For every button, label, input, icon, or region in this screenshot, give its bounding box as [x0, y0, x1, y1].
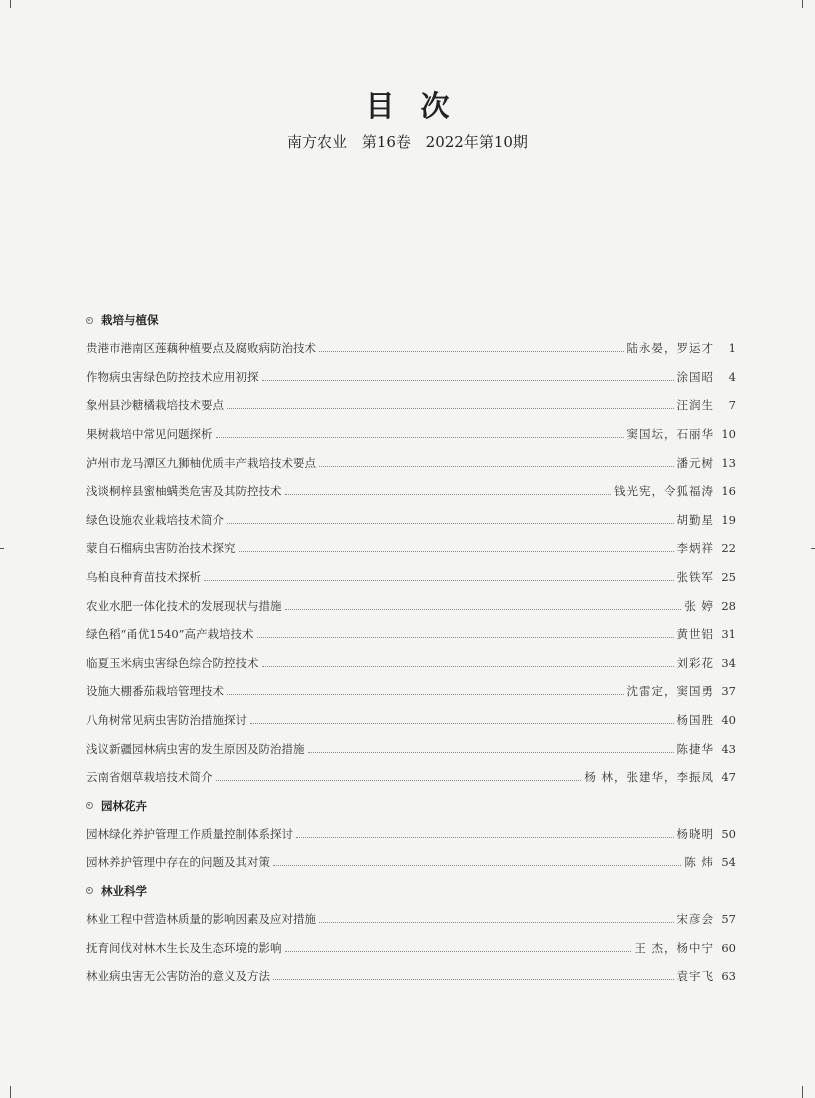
article-authors: 涂国昭 [676, 369, 714, 384]
section-heading [86, 306, 736, 334]
dot-leader [273, 978, 674, 980]
toc-entry[interactable] [86, 706, 736, 735]
section-title: 栽培与植保 [101, 313, 159, 327]
article-authors: 刘彩花 [676, 655, 714, 670]
article-title: 作物病虫害绿色防控技术应用初探 [86, 369, 259, 384]
header [0, 84, 815, 152]
section-title: 园林花卉 [101, 798, 147, 813]
page-number: 54 [721, 855, 736, 870]
page-number: 50 [721, 826, 736, 841]
article-authors: 黄世铝 [676, 627, 714, 642]
article-title: 浅谈桐梓县蜜柚螨类危害及其防控技术 [86, 484, 282, 499]
dot-leader [296, 836, 674, 838]
toc-entry[interactable] [86, 763, 736, 792]
toc-entry[interactable] [86, 649, 736, 678]
article-title: 抚育间伐对林木生长及生态环境的影响 [86, 940, 282, 955]
page-number: 60 [721, 940, 736, 955]
bullet-circle-icon [86, 802, 93, 809]
dot-leader [216, 779, 582, 781]
dot-leader [285, 950, 632, 952]
article-title: 绿色稻“甬优1540”高产栽培技术 [86, 627, 254, 642]
crop-mark-bottom-right [802, 1086, 803, 1098]
toc-entry[interactable] [86, 591, 736, 620]
article-authors: 张 婷 [684, 598, 714, 613]
article-title: 园林绿化养护管理工作质量控制体系探讨 [86, 826, 293, 841]
page-number: 10 [721, 427, 736, 442]
article-authors: 杨晓明 [676, 826, 714, 841]
dot-leader [285, 493, 612, 495]
article-title: 象州县沙糖橘栽培技术要点 [86, 398, 224, 413]
dot-leader [319, 921, 674, 923]
article-title: 蒙自石榴病虫害防治技术探究 [86, 541, 236, 556]
page-number: 34 [721, 655, 736, 670]
toc-entry[interactable] [86, 563, 736, 592]
toc-entry[interactable] [86, 620, 736, 649]
article-title: 临夏玉米病虫害绿色综合防控技术 [86, 655, 259, 670]
page-number: 19 [721, 512, 736, 527]
article-authors: 李炳祥 [676, 541, 714, 556]
article-authors: 王 杰，杨中宁 [634, 940, 714, 955]
dot-leader [216, 436, 624, 438]
page-number: 28 [721, 598, 736, 613]
page-number: 4 [728, 369, 736, 384]
toc-entry[interactable] [86, 962, 736, 991]
article-title: 林业病虫害无公害防治的意义及方法 [86, 969, 270, 984]
article-title: 八角树常见病虫害防治措施探讨 [86, 713, 247, 728]
toc-entry[interactable] [86, 933, 736, 962]
toc-entry[interactable] [86, 534, 736, 563]
dot-leader [285, 608, 682, 610]
toc-entry[interactable] [86, 734, 736, 763]
page-number: 1 [728, 341, 736, 356]
bullet-circle-icon [86, 317, 93, 324]
page-number: 7 [728, 398, 736, 413]
toc-entry[interactable] [86, 391, 736, 420]
article-title: 农业水肥一体化技术的发展现状与措施 [86, 598, 282, 613]
page-number: 43 [721, 741, 736, 756]
page-number: 40 [721, 713, 736, 728]
toc-entry[interactable] [86, 905, 736, 934]
article-authors: 杨国胜 [676, 713, 714, 728]
page-number: 22 [721, 541, 736, 556]
dot-leader [262, 379, 674, 381]
dot-leader [250, 722, 674, 724]
article-title: 园林养护管理中存在的问题及其对策 [86, 855, 270, 870]
article-title: 林业工程中营造林质量的影响因素及应对措施 [86, 911, 316, 926]
article-authors: 袁宇飞 [676, 969, 714, 984]
article-authors: 沈雷定，窦国勇 [626, 684, 714, 699]
crop-mark-left-mid [0, 548, 4, 549]
page-number: 57 [721, 911, 736, 926]
page-number: 31 [721, 627, 736, 642]
section-title: 林业科学 [101, 883, 147, 898]
dot-leader [319, 350, 624, 352]
dot-leader [227, 522, 674, 524]
dot-leader [308, 751, 674, 753]
dot-leader [227, 693, 624, 695]
dot-leader [204, 579, 674, 581]
article-title: 乌桕良种育苗技术探析 [86, 570, 201, 585]
crop-mark-top-right [802, 0, 803, 8]
page-number: 37 [721, 684, 736, 699]
crop-mark-top-left [10, 0, 11, 8]
article-title: 果树栽培中常见问题探析 [86, 427, 213, 442]
article-authors: 钱光宪，令狐福涛 [614, 484, 714, 499]
article-title: 泸州市龙马潭区九狮柚优质丰产栽培技术要点 [86, 455, 316, 470]
toc-entry[interactable] [86, 448, 736, 477]
toc-entry[interactable] [86, 848, 736, 877]
toc-entry[interactable] [86, 677, 736, 706]
journal-issue: 南方农业 第16卷 2022年第10期 [287, 133, 528, 151]
page-number: 16 [721, 484, 736, 499]
crop-mark-bottom-left [10, 1086, 11, 1098]
dot-leader [319, 465, 674, 467]
article-authors: 陈 炜 [684, 855, 714, 870]
page-number: 63 [721, 969, 736, 984]
dot-leader [239, 550, 674, 552]
dot-leader [262, 665, 674, 667]
section-heading [86, 792, 736, 820]
bullet-circle-icon [86, 887, 93, 894]
page-number: 25 [721, 570, 736, 585]
toc-entry[interactable] [86, 420, 736, 449]
article-title: 浅议新疆园林病虫害的发生原因及防治措施 [86, 741, 305, 756]
dot-leader [227, 407, 674, 409]
toc-entry[interactable] [86, 506, 736, 535]
article-authors: 陆永晏，罗运才 [626, 341, 714, 356]
section-heading [86, 877, 736, 905]
article-authors: 潘元树 [676, 455, 714, 470]
page-number: 47 [721, 770, 736, 785]
table-of-contents [86, 306, 736, 990]
page-title: 目次 [365, 89, 476, 123]
article-authors: 胡勤星 [676, 512, 714, 527]
article-authors: 杨 林，张建华，李振凤 [584, 770, 714, 785]
article-title: 云南省烟草栽培技术简介 [86, 770, 213, 785]
article-authors: 宋彦会 [676, 911, 714, 926]
article-authors: 张铁军 [676, 570, 714, 585]
article-authors: 窦国坛，石丽华 [626, 427, 714, 442]
toc-entry[interactable] [86, 477, 736, 506]
article-title: 设施大棚番茄栽培管理技术 [86, 684, 224, 699]
toc-entry[interactable] [86, 820, 736, 849]
article-authors: 汪润生 [676, 398, 714, 413]
dot-leader [257, 636, 674, 638]
article-authors: 陈捷华 [676, 741, 714, 756]
crop-mark-right-mid [811, 548, 815, 549]
page-number: 13 [721, 455, 736, 470]
toc-entry[interactable] [86, 334, 736, 363]
dot-leader [273, 864, 681, 866]
toc-entry[interactable] [86, 363, 736, 392]
article-title: 绿色设施农业栽培技术简介 [86, 512, 224, 527]
article-title: 贵港市港南区莲藕种植要点及腐败病防治技术 [86, 341, 316, 356]
